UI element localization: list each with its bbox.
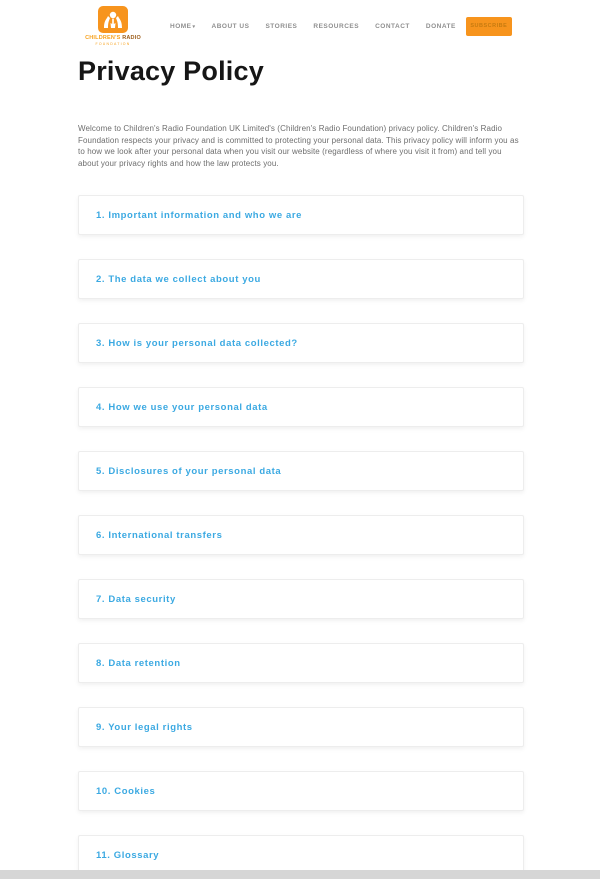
page-title: Privacy Policy: [78, 56, 264, 86]
subscribe-button[interactable]: SUBSCRIBE: [466, 17, 512, 36]
accordion-item-label: 4. How we use your personal data: [96, 401, 268, 413]
logo-figure-icon: [98, 6, 128, 33]
accordion-item-legal-rights[interactable]: [78, 707, 524, 747]
accordion-item-data-security[interactable]: [78, 579, 524, 619]
main-content: [0, 56, 600, 875]
accordion-item-how-we-use-data[interactable]: [78, 387, 524, 427]
chevron-down-icon: ▾: [192, 23, 196, 30]
accordion-item-label: 5. Disclosures of your personal data: [96, 465, 282, 477]
privacy-intro-paragraph: Welcome to Children's Radio Foundation UK Limited's (Children's Radio Foundation) privacy policy. Children's Radio Foundation respects your privacy and is committed to protecting your personal data. This privacy policy will inform you as to how we look after your personal data when you visit our website (regardless of where you visit it from) and tell you about your privacy rights and how the law protects you.: [78, 124, 519, 168]
logo-name-part1: CHILDREN'S: [85, 35, 121, 41]
accordion-item-label: 6. International transfers: [96, 529, 223, 541]
accordion-item-important-information[interactable]: [78, 195, 524, 235]
accordion-item-label: 1. Important information and who we are: [96, 209, 303, 221]
accordion-item-label: 11. Glossary: [96, 849, 160, 861]
nav-item-stories[interactable]: STORIES: [265, 22, 298, 30]
accordion-item-data-we-collect[interactable]: [78, 259, 524, 299]
accordion-item-label: 2. The data we collect about you: [96, 273, 261, 285]
privacy-policy-accordion: [78, 195, 522, 875]
nav-item-home[interactable]: [170, 23, 196, 30]
accordion-item-label: 8. Data retention: [96, 657, 181, 669]
nav-home-label: HOME: [170, 22, 192, 30]
accordion-item-data-retention[interactable]: [78, 643, 524, 683]
nav-item-about-us[interactable]: ABOUT US: [211, 22, 250, 30]
raised-arms-mic-icon: [102, 10, 124, 30]
accordion-item-label: 10. Cookies: [96, 785, 156, 797]
accordion-item-label: 9. Your legal rights: [96, 721, 193, 733]
accordion-item-international-transfers[interactable]: [78, 515, 524, 555]
accordion-item-how-data-collected[interactable]: [78, 323, 524, 363]
logo-wordmark: [85, 35, 141, 41]
site-header: [0, 0, 600, 48]
footer-strip: [0, 870, 600, 879]
site-logo[interactable]: [80, 6, 146, 46]
nav-item-resources[interactable]: RESOURCES: [313, 22, 360, 30]
logo-subtitle: FOUNDATION: [95, 42, 131, 46]
accordion-item-label: 7. Data security: [96, 593, 176, 605]
nav-item-donate[interactable]: DONATE: [425, 22, 456, 30]
main-nav: [170, 23, 456, 30]
accordion-item-label: 3. How is your personal data collected?: [96, 337, 298, 349]
logo-name-part2: RADIO: [122, 35, 141, 41]
accordion-item-disclosures[interactable]: [78, 451, 524, 491]
nav-item-contact[interactable]: CONTACT: [375, 22, 410, 30]
accordion-item-glossary[interactable]: [78, 835, 524, 875]
accordion-item-cookies[interactable]: [78, 771, 524, 811]
